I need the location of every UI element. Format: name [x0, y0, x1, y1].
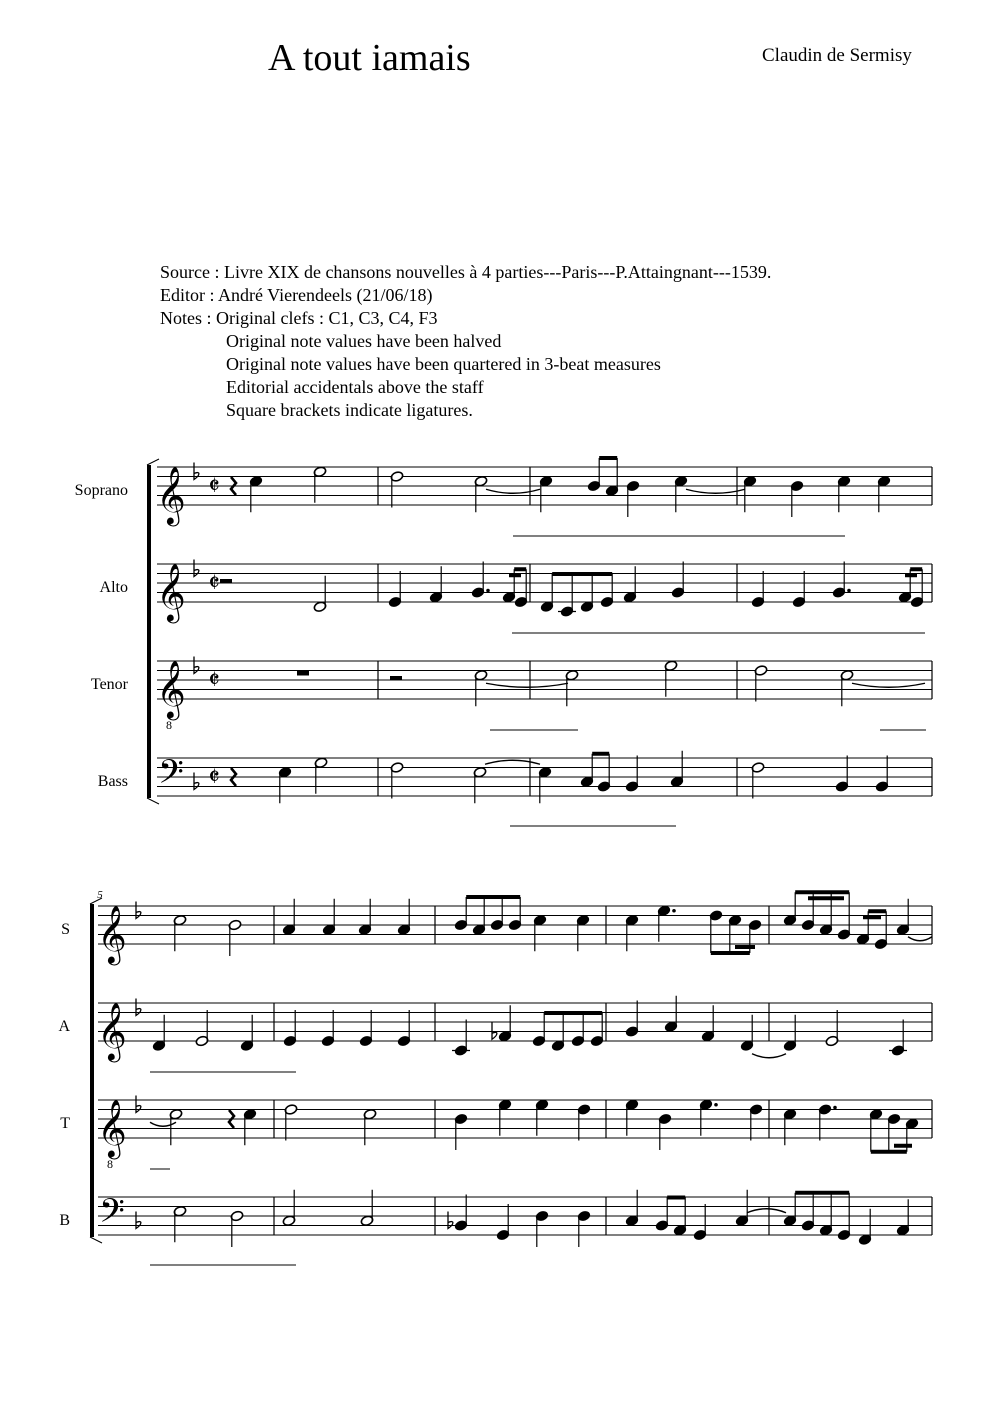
tie-slur [150, 1122, 176, 1126]
whole-rest [297, 671, 309, 676]
treble-clef: 𝄞 [97, 1003, 127, 1059]
part-name: A [58, 1018, 70, 1035]
part-name: Bass [97, 773, 128, 790]
treble-clef: 𝄞 [97, 906, 127, 962]
piece-title: A tout iamais [268, 37, 471, 79]
augmentation-dot [672, 909, 676, 913]
octave-marker: 8 [166, 718, 172, 732]
time-signature: 𝄵 [208, 568, 220, 598]
measure-number: 5 [97, 889, 103, 901]
bass-clef: 𝄢 [158, 753, 184, 799]
tie-slur [486, 489, 540, 493]
octave-marker: 8 [107, 1157, 113, 1171]
part-name: S [61, 921, 70, 938]
composer-name: Claudin de Sermisy [762, 45, 912, 66]
part-name: B [59, 1212, 70, 1229]
source-line: Source : Livre XIX de chansons nouvelles à 4 parties---Paris---P.Attaingnant---1539. [160, 262, 772, 282]
system-bracket [147, 798, 159, 804]
augmentation-dot [847, 589, 851, 593]
system-bracket [147, 459, 159, 465]
treble-clef: 𝄞 [156, 564, 186, 620]
time-signature: 𝄵 [208, 471, 220, 501]
augmentation-dot [714, 1103, 718, 1107]
note-line: Editorial accidentals above the staff [226, 377, 484, 397]
treble-clef: 𝄞 [97, 1100, 127, 1156]
treble-clef: 𝄞 [156, 467, 186, 523]
editor-line: Editor : André Vierendeels (21/06/18) [160, 285, 433, 305]
tie-slur [486, 683, 568, 687]
bass-clef: 𝄢 [99, 1192, 125, 1238]
tie-slur [747, 1209, 786, 1213]
treble-clef: 𝄞 [156, 661, 186, 717]
note-line: Original note values have been halved [226, 331, 502, 351]
time-signature: 𝄵 [208, 665, 220, 695]
tie-slur [752, 1054, 786, 1058]
time-signature: 𝄵 [208, 762, 220, 792]
tie-slur [852, 683, 925, 687]
part-name: Soprano [74, 482, 128, 499]
part-name: T [60, 1115, 70, 1132]
note-line: Square brackets indicate ligatures. [226, 400, 473, 420]
notes-label-line: Notes : Original clefs : C1, C3, C4, F3 [160, 308, 438, 328]
tie-slur [908, 937, 932, 941]
augmentation-dot [833, 1106, 837, 1110]
system-bracket [90, 1237, 102, 1243]
part-name: Tenor [90, 676, 128, 693]
flat-accidental [492, 1022, 497, 1039]
tie-slur [686, 489, 745, 493]
half-rest [390, 676, 402, 680]
half-rest [220, 579, 232, 583]
part-name: Alto [99, 579, 128, 596]
augmentation-dot [486, 589, 490, 593]
note-line: Original note values have been quartered in 3-beat measures [226, 354, 661, 374]
tie-slur [485, 760, 540, 764]
